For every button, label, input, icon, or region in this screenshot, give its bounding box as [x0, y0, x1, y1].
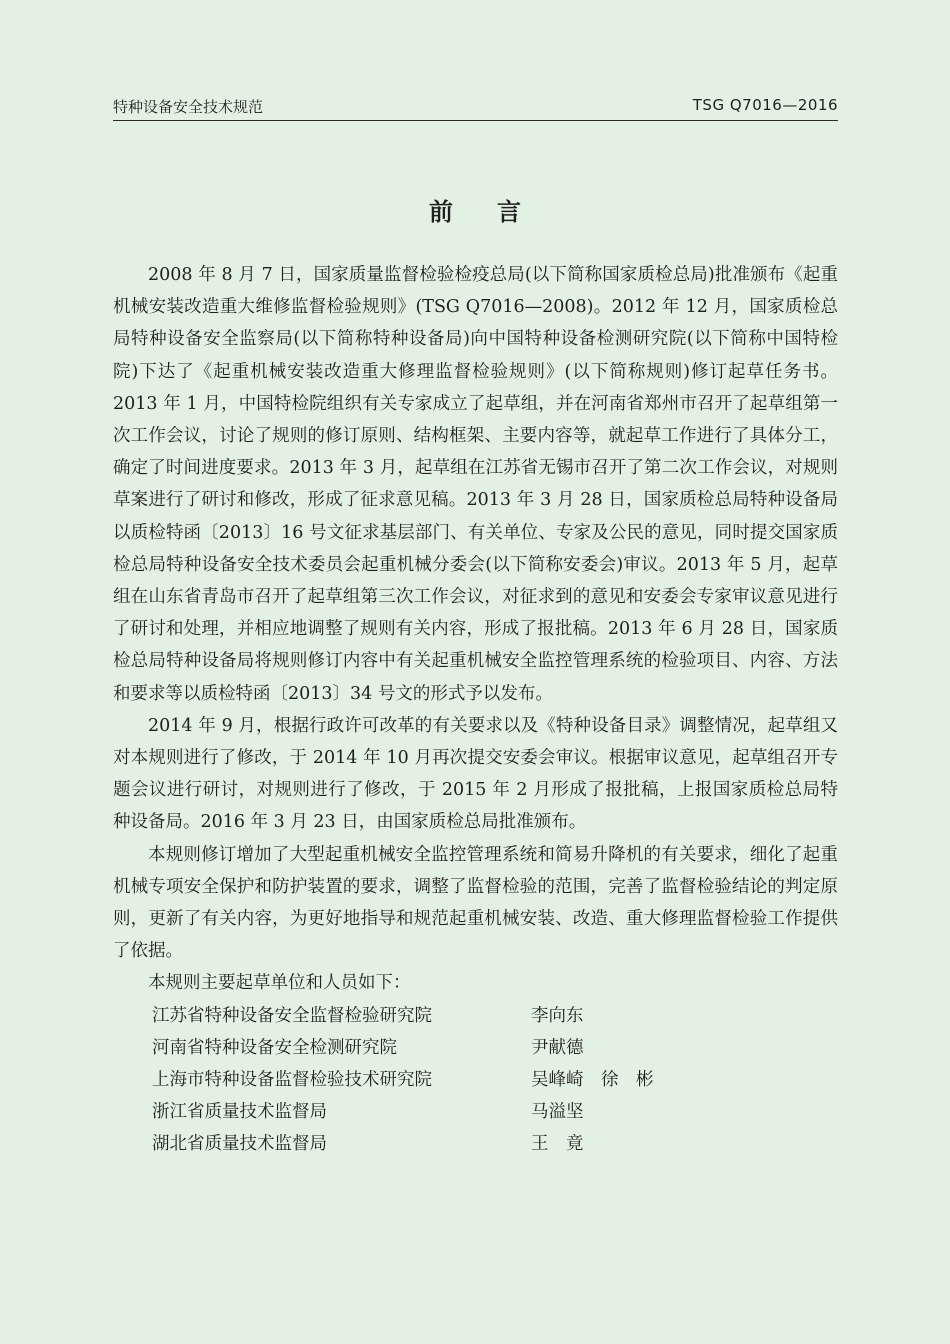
drafter-people: 李向东	[531, 1005, 584, 1026]
drafter-unit: 河南省特种设备安全检测研究院	[152, 1037, 397, 1058]
drafter-row	[113, 1032, 838, 1064]
running-header	[113, 94, 838, 121]
foreword-paragraph: 2008 年 8 月 7 日，国家质量监督检验检疫总局(以下简称国家质检总局)批准颁布《起重机械安装改造重大维修监督检验规则》(TSG Q7016—2008)。2012 年 12 月，国家质检总局特种设备安全监察局(以下简称特种设备局)向中国特种设备检测研究院(以下简称中国特检院)下达了《起重机械安装改造重大修理监督检验规则》(以下简称规则)修订起草任务书。2013 年 1 月，中国特检院组织有关专家成立了起草组，并在河南省郑州市召开了起草组第一次工作会议，讨论了规则的修订原则、结构框架、主要内容等，就起草工作进行了具体分工，确定了时间进度要求。2013 年 3 月，起草组在江苏省无锡市召开了第二次工作会议，对规则草案进行了研讨和修改，形成了征求意见稿。2013 年 3 月 28 日，国家质检总局特种设备局以质检特函〔2013〕16 号文征求基层部门、有关单位、专家及公民的意见，同时提交国家质检总局特种设备安全技术委员会起重机械分委会(以下简称安委会)审议。2013 年 5 月，起草组在山东省青岛市召开了起草组第三次工作会议，对征求到的意见和安委会专家审议意见进行了研讨和处理，并相应地调整了规则有关内容，形成了报批稿。2013 年 6 月 28 日，国家质检总局特种设备局将规则修订内容中有关起重机械安全监控管理系统的检验项目、内容、方法和要求等以质检特函〔2013〕34 号文的形式予以发布。	[113, 265, 838, 704]
drafter-row	[113, 1000, 838, 1032]
drafter-unit: 江苏省特种设备安全监督检验研究院	[152, 1005, 432, 1026]
foreword-paragraph: 2014 年 9 月，根据行政许可改革的有关要求以及《特种设备目录》调整情况，起草组又对本规则进行了修改，于 2014 年 10 月再次提交安委会审议。根据审议意见，起草组召开专题会议进行研讨，对规则进行了修改，于 2015 年 2 月形成了报批稿，上报国家质检总局特种设备局。2016 年 3 月 23 日，由国家质检总局批准颁布。	[113, 715, 838, 833]
drafter-row	[113, 1096, 838, 1128]
drafter-unit: 浙江省质量技术监督局	[152, 1102, 327, 1123]
drafter-unit: 湖北省质量技术监督局	[152, 1134, 327, 1155]
drafter-unit: 上海市特种设备监督检验技术研究院	[152, 1070, 432, 1091]
foreword-body	[113, 259, 838, 1161]
drafters-intro: 本规则主要起草单位和人员如下：	[148, 973, 411, 994]
header-series-title: 特种设备安全技术规范	[113, 98, 264, 116]
drafter-people: 马溢坚	[531, 1102, 584, 1123]
foreword-paragraph: 本规则修订增加了大型起重机械安全监控管理系统和简易升降机的有关要求，细化了起重机械专项安全保护和防护装置的要求，调整了监督检验的范围，完善了监督检验结论的判定原则，更新了有关内容，为更好地指导和规范起重机械安装、改造、重大修理监督检验工作提供了依据。	[113, 844, 838, 962]
drafter-row	[113, 1064, 838, 1096]
drafter-people: 尹献德	[531, 1037, 584, 1058]
drafter-people: 吴峰崎 徐 彬	[531, 1070, 654, 1091]
drafters-list	[113, 1000, 838, 1161]
page-title: 前言	[429, 198, 565, 226]
header-standard-code: TSG Q7016—2016	[692, 96, 838, 114]
drafter-people: 王 竟	[531, 1134, 584, 1155]
drafter-row	[113, 1128, 838, 1160]
